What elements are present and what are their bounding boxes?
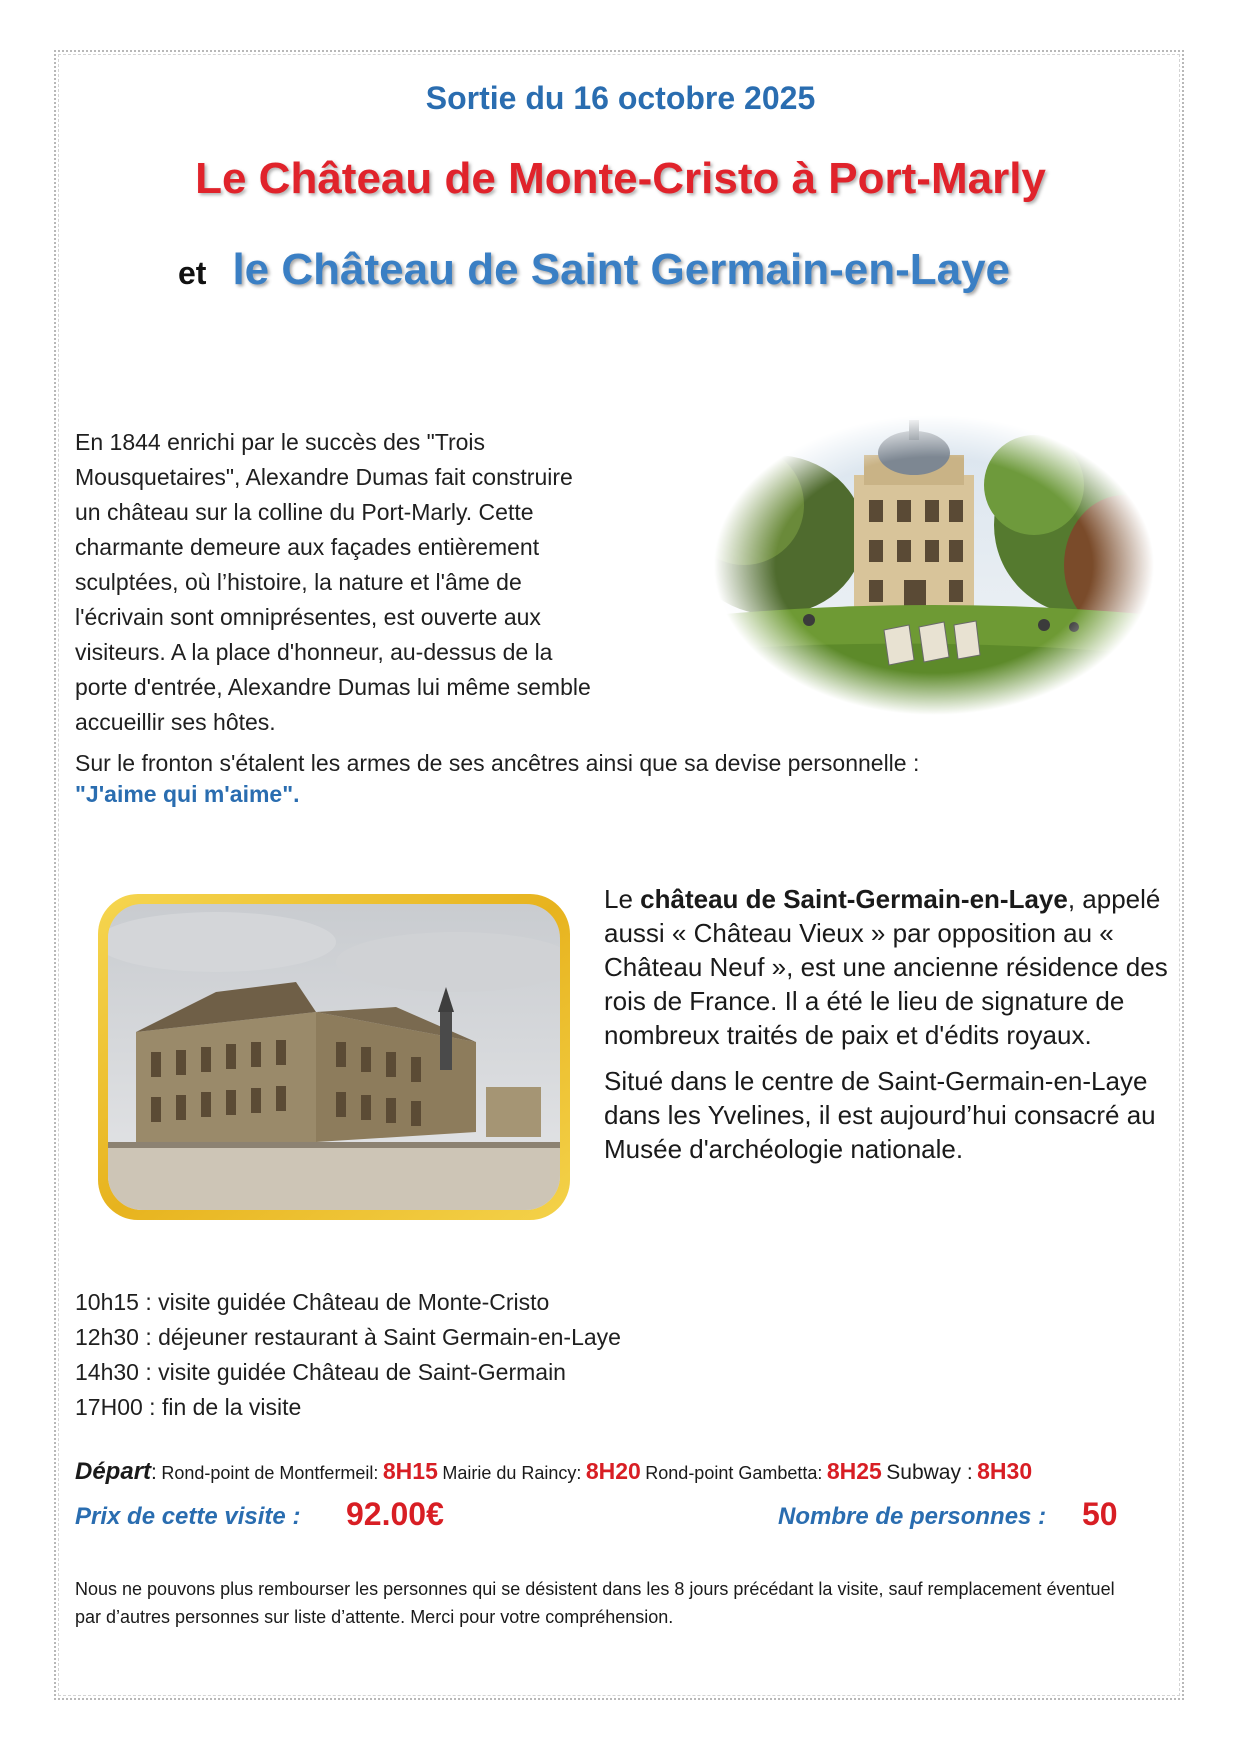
stop-place: Mairie du Raincy: xyxy=(442,1463,582,1483)
saint-germain-description xyxy=(604,882,1184,1178)
schedule xyxy=(75,1285,621,1425)
saint-germain-intro xyxy=(604,882,1184,1052)
schedule-item: 17H00 : fin de la visite xyxy=(75,1394,302,1420)
saint-germain-photo xyxy=(96,892,572,1222)
description-line: visiteurs. A la place d'honneur, au-dessus de la xyxy=(75,639,553,665)
intro-rest: , appelé aussi « Château Vieux » par opposition au « Château Neuf », est une ancienne résidence des rois de France. Il a été le lieu de signature de nombreux traités de paix et d'édits royaux. xyxy=(604,884,1168,1050)
title-monte-cristo: Le Château de Monte-Cristo à Port-Marly xyxy=(195,154,1046,203)
title-line-2 xyxy=(178,245,1010,295)
participants-value: 50 xyxy=(1082,1496,1118,1532)
stop-time: 8H15 xyxy=(382,1458,438,1484)
intro-castle-name: château de Saint-Germain-en-Laye xyxy=(640,884,1068,914)
departure-line xyxy=(75,1458,1032,1486)
monte-cristo-photo xyxy=(714,415,1154,715)
price-label: Prix de cette visite : xyxy=(75,1503,301,1530)
description-line: charmante demeure aux façades entièrement xyxy=(75,534,540,560)
stop-time: 8H25 xyxy=(826,1458,882,1484)
saint-germain-location: Situé dans le centre de Saint-Germain-en-Laye dans les Yvelines, il est aujourd’hui consacré au Musée d'archéologie nationale. xyxy=(604,1066,1156,1164)
description-line: sculptées, où l’histoire, la nature et l'âme de xyxy=(75,569,522,595)
stop-place: Rond-point Gambetta: xyxy=(645,1463,823,1483)
description-line: un château sur la colline du Port-Marly. Cette xyxy=(75,499,534,525)
monte-cristo-description xyxy=(75,425,695,740)
stop-place: Subway : xyxy=(886,1461,973,1484)
description-line: Mousquetaires", Alexandre Dumas fait construire xyxy=(75,464,573,490)
schedule-item: 14h30 : visite guidée Château de Saint-Germain xyxy=(75,1359,566,1385)
departure-label: Départ xyxy=(75,1458,152,1485)
description-line: l'écrivain sont omniprésentes, est ouverte aux xyxy=(75,604,541,630)
dumas-motto: "J'aime qui m'aime". xyxy=(75,781,300,807)
title-saint-germain: le Château de Saint Germain-en-Laye xyxy=(232,245,1011,294)
refund-notice: Nous ne pouvons plus rembourser les personnes qui se désistent dans les 8 jours précédant la visite, sauf remplacement éventuel par d’autres personnes sur liste d’attente. Merci pour votre compréhension. xyxy=(75,1579,1115,1627)
departure-colon: : xyxy=(151,1461,157,1484)
participants-label: Nombre de personnes : xyxy=(778,1503,1047,1530)
intro-prefix: Le xyxy=(604,884,641,914)
title-connector: et xyxy=(178,255,207,291)
description-line: accueillir ses hôtes. xyxy=(75,709,276,735)
description-line: porte d'entrée, Alexandre Dumas lui même semble xyxy=(75,674,591,700)
schedule-item: 10h15 : visite guidée Château de Monte-Cristo xyxy=(75,1289,550,1315)
outing-date: Sortie du 16 octobre 2025 xyxy=(425,80,816,116)
stop-time: 8H30 xyxy=(977,1458,1033,1484)
fronton-text: Sur le fronton s'étalent les armes de ses ancêtres ainsi que sa devise personnelle : xyxy=(75,750,920,776)
stop-time: 8H20 xyxy=(585,1458,641,1484)
price-value: 92.00€ xyxy=(346,1496,444,1532)
stop-place: Rond-point de Montfermeil: xyxy=(161,1463,379,1483)
schedule-item: 12h30 : déjeuner restaurant à Saint Germain-en-Laye xyxy=(75,1324,621,1350)
page-border xyxy=(54,50,1184,1700)
description-line: En 1844 enrichi par le succès des "Trois xyxy=(75,429,486,455)
